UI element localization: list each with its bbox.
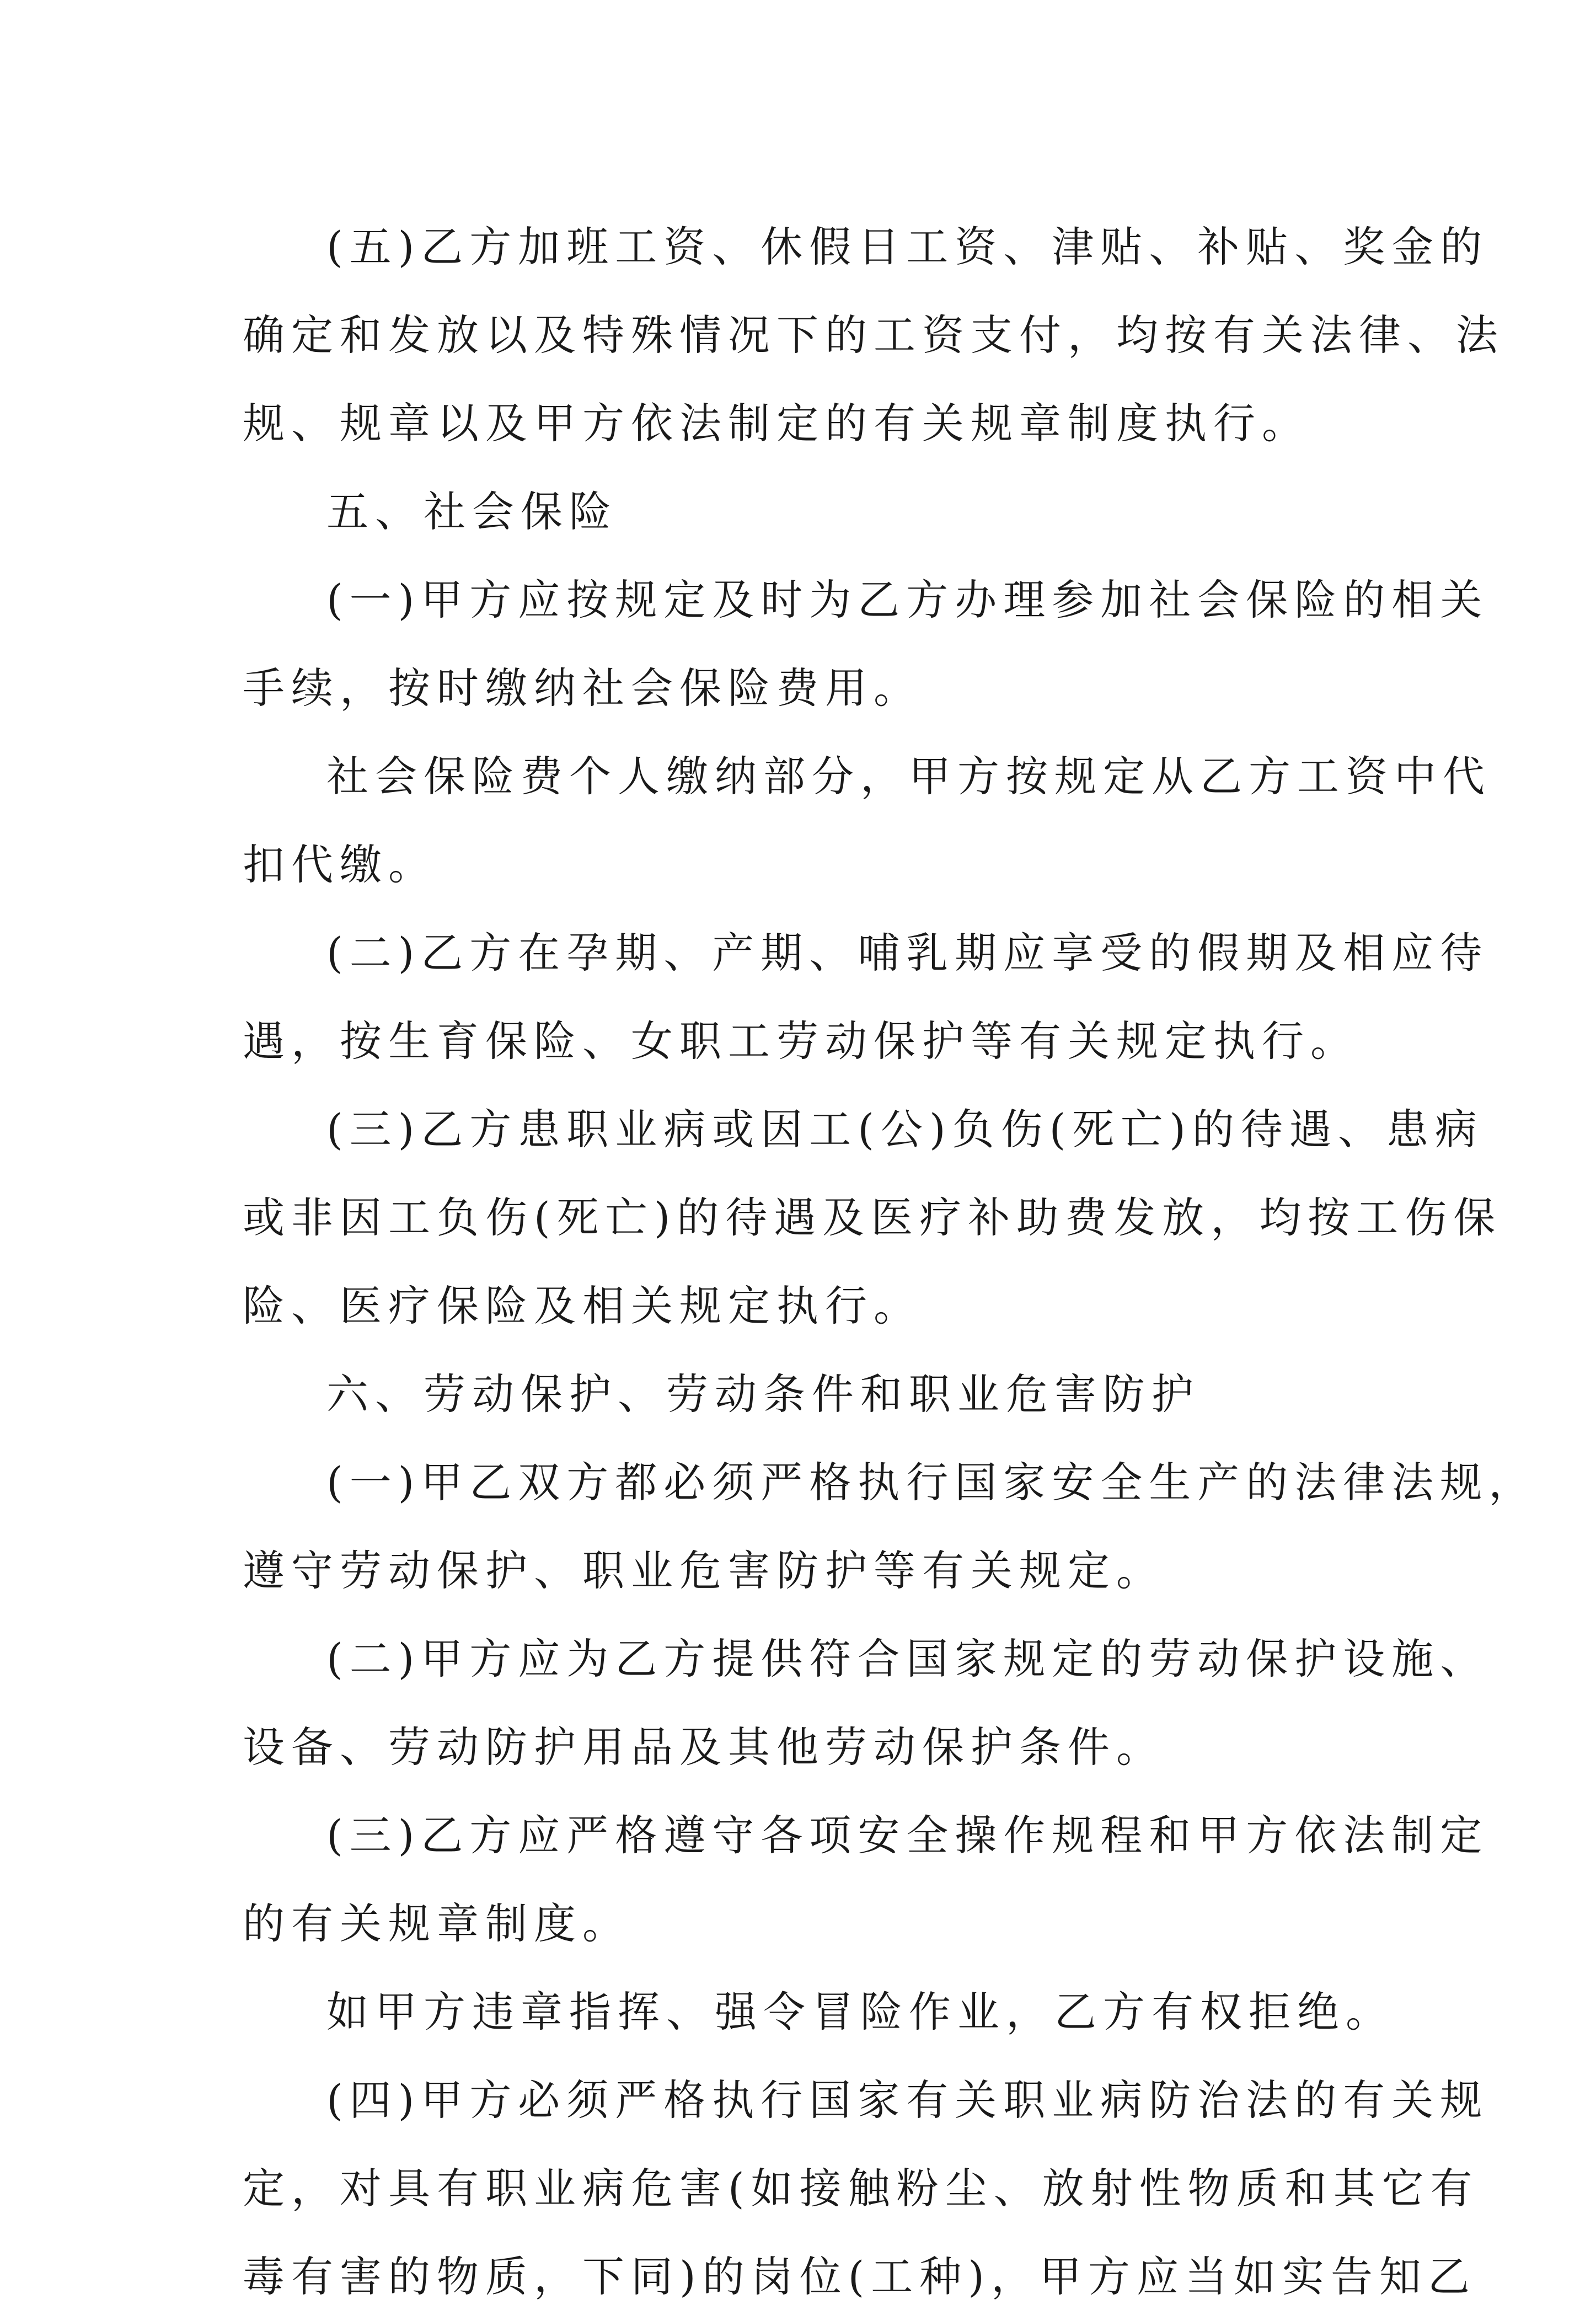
text-line: (三)乙方应严格遵守各项安全操作规程和甲方依法制定 <box>326 1811 1489 1860</box>
text-line: (五)乙方加班工资、休假日工资、津贴、补贴、奖金的 <box>326 222 1489 271</box>
text-line: 险、医疗保险及相关规定执行。 <box>243 1281 922 1330</box>
text-line: 确定和发放以及特殊情况下的工资支付，均按有关法律、法 <box>243 311 1504 360</box>
text-line: (二)乙方在孕期、产期、哺乳期应享受的假期及相应待 <box>326 928 1489 977</box>
text-line: 如甲方违章指挥、强令冒险作业，乙方有权拒绝。 <box>326 1987 1394 2036</box>
text-line: 设备、劳动防护用品及其他劳动保护条件。 <box>243 1723 1165 1772</box>
text-line: 毒有害的物质，下同)的岗位(工种)，甲方应当如实告知乙 <box>243 2252 1476 2301</box>
text-line: 社会保险费个人缴纳部分，甲方按规定从乙方工资中代 <box>326 752 1491 801</box>
text-line: (三)乙方患职业病或因工(公)负伤(死亡)的待遇、患病 <box>326 1105 1483 1154</box>
text-line: 或非因工负伤(死亡)的待遇及医疗补助费发放，均按工伤保 <box>243 1193 1502 1242</box>
text-line: 遵守劳动保护、职业危害防护等有关规定。 <box>243 1546 1165 1595</box>
section-heading-labor-protection: 六、劳动保护、劳动条件和职业危害防护 <box>326 1370 1200 1419</box>
document-body <box>243 203 1538 2321</box>
text-line: 扣代缴。 <box>243 840 437 889</box>
text-line: 遇，按生育保险、女职工劳动保护等有关规定执行。 <box>243 1017 1359 1066</box>
text-line: 定，对具有职业病危害(如接触粉尘、放射性物质和其它有 <box>243 2164 1479 2213</box>
text-line: (二)甲方应为乙方提供符合国家规定的劳动保护设施、 <box>326 1634 1489 1683</box>
text-line: (一)甲方应按规定及时为乙方办理参加社会保险的相关 <box>326 575 1489 624</box>
text-line: (一)甲乙双方都必须严格执行国家安全生产的法律法规， <box>326 1458 1538 1507</box>
text-line: 规、规章以及甲方依法制定的有关规章制度执行。 <box>243 399 1310 448</box>
text-line: (四)甲方必须严格执行国家有关职业病防治法的有关规 <box>326 2076 1489 2125</box>
text-line: 手续，按时缴纳社会保险费用。 <box>243 664 922 713</box>
text-line: 的有关规章制度。 <box>243 1899 631 1948</box>
section-heading-social-insurance: 五、社会保险 <box>326 487 618 536</box>
